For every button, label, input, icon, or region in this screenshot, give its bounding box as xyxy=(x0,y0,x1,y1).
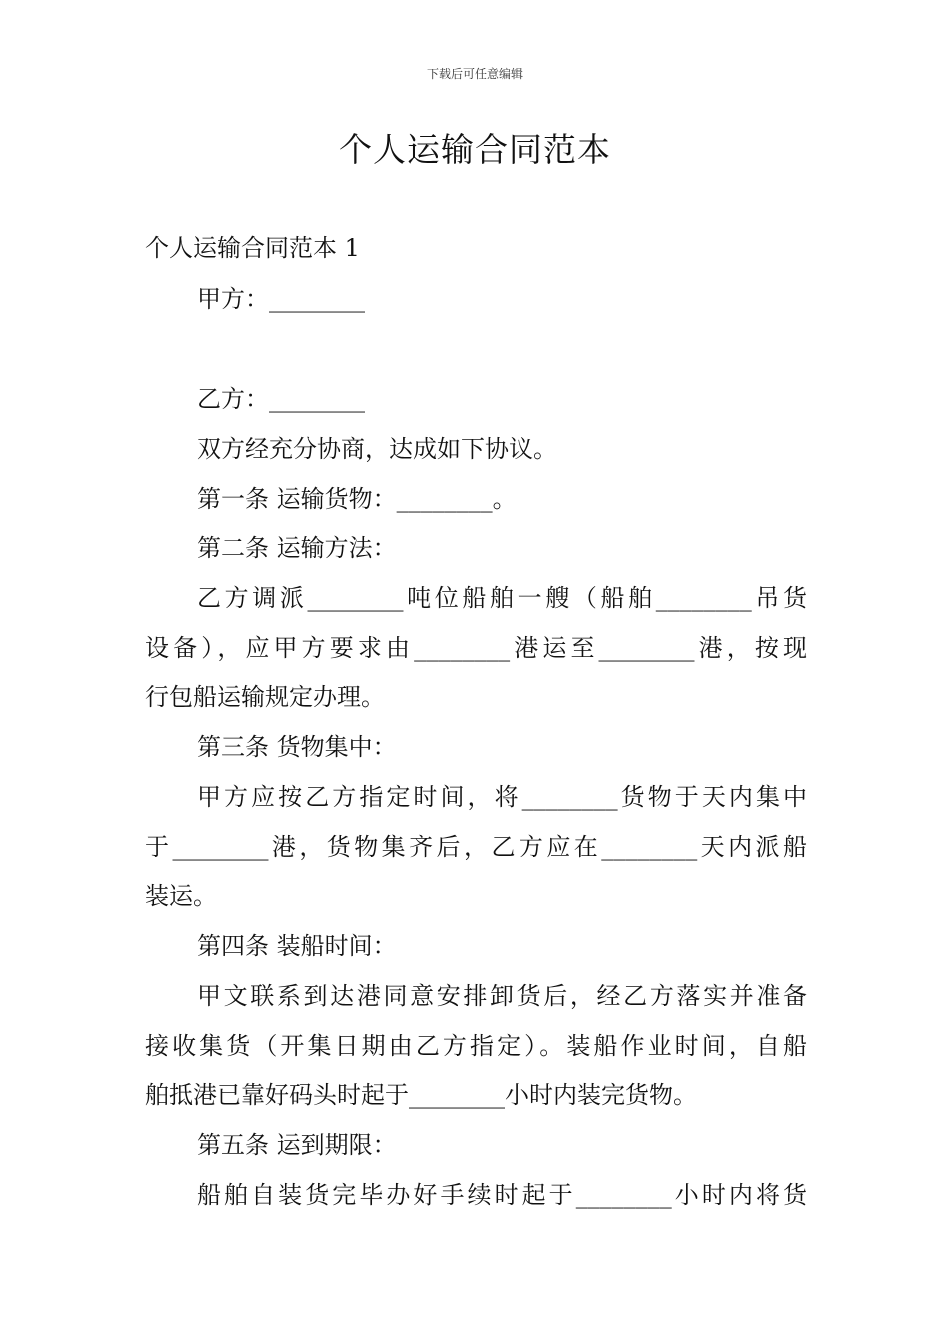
article-2-heading: 第二条 运输方法： xyxy=(197,534,397,562)
article-4-text-line: 甲文联系到达港同意安排卸货后，经乙方落实并准备 xyxy=(197,982,807,1010)
article-2-text-line: 设备），应甲方要求由________港运至________港，按现 xyxy=(145,634,807,662)
party-a-line: 甲方：________ xyxy=(197,285,365,313)
party-b-line: 乙方：________ xyxy=(197,385,365,413)
article-1: 第一条 运输货物：________。 xyxy=(197,485,517,513)
agreement-intro: 双方经充分协商，达成如下协议。 xyxy=(197,435,557,463)
article-4-text-line: 接收集货（开集日期由乙方指定）。装船作业时间，自船 xyxy=(145,1032,807,1060)
article-5-heading: 第五条 运到期限： xyxy=(197,1131,397,1159)
article-3-text-line: 装运。 xyxy=(145,882,217,910)
document-title: 个人运输合同范本 xyxy=(339,130,611,169)
article-5-text-line: 船舶自装货完毕办好手续时起于________小时内将货 xyxy=(197,1181,807,1209)
article-2-text-line: 行包船运输规定办理。 xyxy=(145,683,385,711)
article-3-text-line: 于________港，货物集齐后，乙方应在________天内派船 xyxy=(145,833,807,861)
article-4-heading: 第四条 装船时间： xyxy=(197,932,397,960)
section-heading: 个人运输合同范本 1 xyxy=(145,234,360,262)
article-3-text-line: 甲方应按乙方指定时间，将________货物于天内集中 xyxy=(197,783,807,811)
page-header-note: 下载后可任意编辑 xyxy=(426,67,523,81)
article-2-text-line: 乙方调派________吨位船舶一艘（船舶________吊货 xyxy=(197,584,807,612)
article-3-heading: 第三条 货物集中： xyxy=(197,733,397,761)
article-4-text-line: 舶抵港已靠好码头时起于________小时内装完货物。 xyxy=(145,1081,697,1109)
